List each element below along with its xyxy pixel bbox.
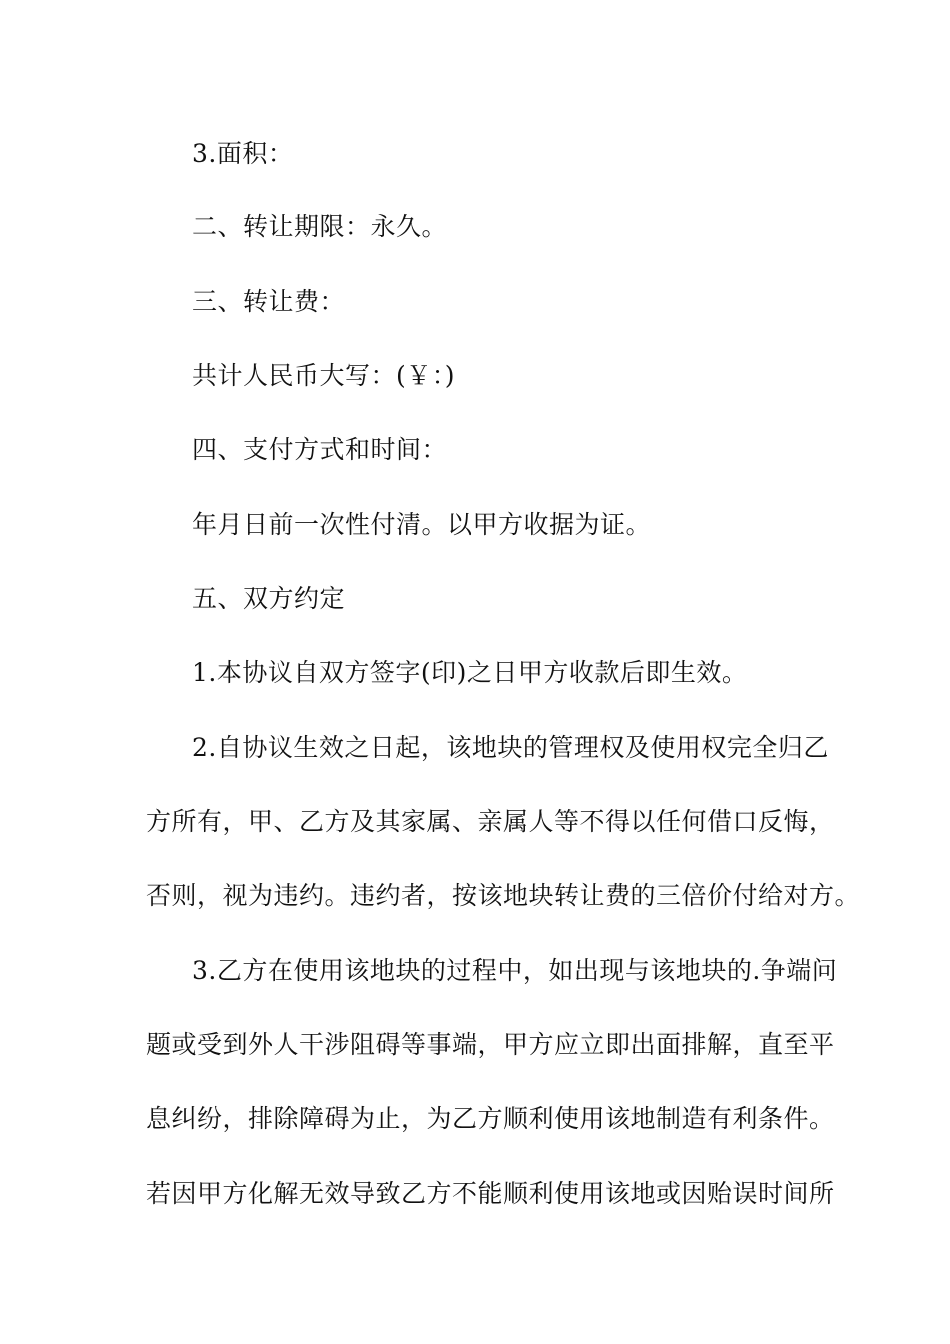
agreement-clause-2-line-1: 2.自协议生效之日起，该地块的管理权及使用权完全归乙 — [192, 733, 829, 762]
heading-transfer-fee: 三、转让费： — [192, 287, 346, 316]
agreement-clause-3-line-3: 息纠纷，排除障碍为止，为乙方顺利使用该地制造有利条件。 — [146, 1104, 835, 1133]
heading-payment-method: 四、支付方式和时间： — [192, 435, 448, 464]
agreement-clause-3-line-2: 题或受到外人干涉阻碍等事端，甲方应立即出面排解，直至平 — [146, 1030, 835, 1059]
agreement-clause-3-line-4: 若因甲方化解无效导致乙方不能顺利使用该地或因贻误时间所 — [146, 1179, 835, 1208]
agreement-clause-2-line-3: 否则，视为违约。违约者，按该地块转让费的三倍价付给对方。 — [146, 881, 861, 910]
payment-deadline-line: 年月日前一次性付清。以甲方收据为证。 — [192, 510, 652, 539]
agreement-clause-3-line-1: 3.乙方在使用该地块的过程中，如出现与该地块的.争端问 — [192, 956, 838, 985]
heading-transfer-term: 二、转让期限：永久。 — [192, 212, 448, 241]
agreement-clause-1: 1.本协议自双方签字(印)之日甲方收款后即生效。 — [192, 658, 748, 687]
agreement-clause-2-line-2: 方所有，甲、乙方及其家属、亲属人等不得以任何借口反悔， — [146, 807, 835, 836]
clause-area: 3.面积： — [192, 139, 294, 168]
fee-amount-line: 共计人民币大写：(￥：) — [192, 361, 456, 390]
heading-mutual-agreement: 五、双方约定 — [192, 584, 346, 613]
